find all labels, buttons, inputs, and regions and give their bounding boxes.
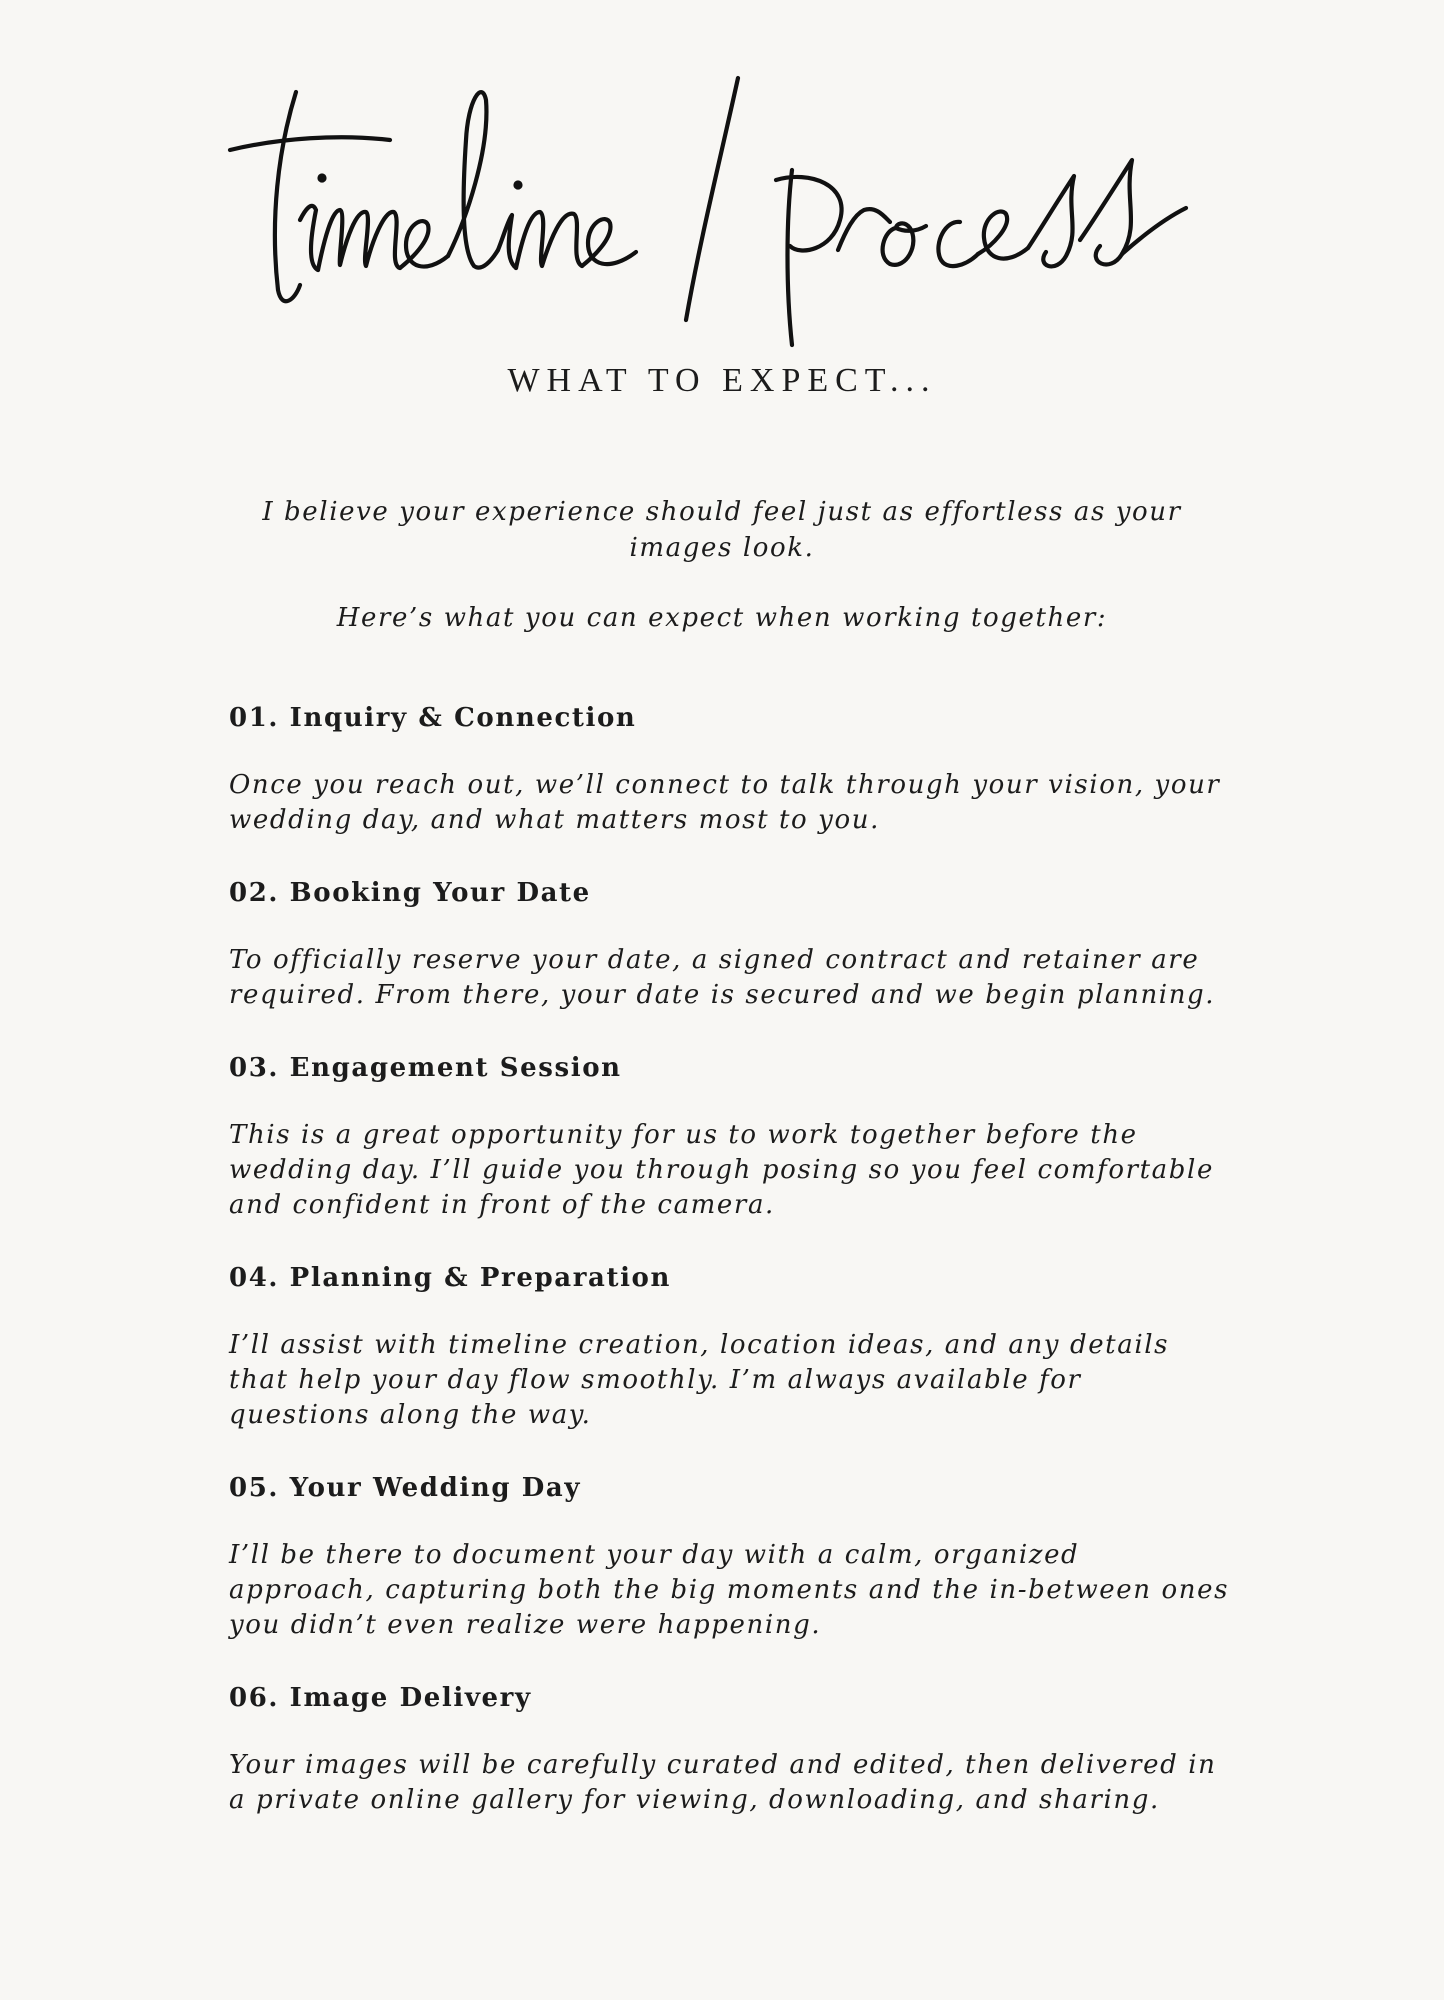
step-title: 04. Planning & Preparation	[229, 1263, 671, 1293]
step-title: 01. Inquiry & Connection	[229, 703, 637, 733]
step-booking	[229, 875, 1229, 1013]
step-title: 02. Booking Your Date	[229, 878, 591, 908]
step-delivery	[229, 1680, 1229, 1818]
step-engagement	[229, 1050, 1229, 1223]
step-description: To officially reserve your date, a signed contract and retainer are required. From there, your date is secured and we begin planning.	[229, 945, 1216, 1010]
step-description: I’ll be there to document your day with a calm, organized approach, capturing both the big moments and the in-between ones you didn’t even realize were happening.	[229, 1540, 1230, 1640]
steps-list	[229, 700, 1229, 1818]
step-description: Once you reach out, we’ll connect to talk through your vision, your wedding day, and what matters most to you.	[229, 770, 1221, 835]
handwritten-title-icon	[200, 60, 1200, 350]
intro-line-1: I believe your experience should feel just as effortless as your images look.	[262, 497, 1182, 563]
step-description: Your images will be carefully curated and edited, then delivered in a private online gallery for viewing, downloading, and sharing.	[229, 1750, 1217, 1815]
step-title: 05. Your Wedding Day	[229, 1473, 582, 1503]
step-title: 06. Image Delivery	[229, 1683, 532, 1713]
step-wedding-day	[229, 1470, 1229, 1643]
intro-line-2: Here’s what you can expect when working together:	[336, 603, 1108, 633]
step-description: This is a great opportunity for us to work together before the wedding day. I’ll guide you through posing so you feel comfortable and confident in front of the camera.	[229, 1120, 1214, 1220]
intro	[222, 494, 1222, 636]
script-title-graphic	[200, 60, 1200, 350]
step-inquiry	[229, 700, 1229, 838]
subtitle: WHAT TO EXPECT...	[507, 362, 937, 399]
step-description: I’ll assist with timeline creation, location ideas, and any details that help your day flow smoothly. I’m always available for questions along the way.	[229, 1330, 1170, 1430]
step-planning	[229, 1260, 1229, 1433]
step-title: 03. Engagement Session	[229, 1053, 622, 1083]
